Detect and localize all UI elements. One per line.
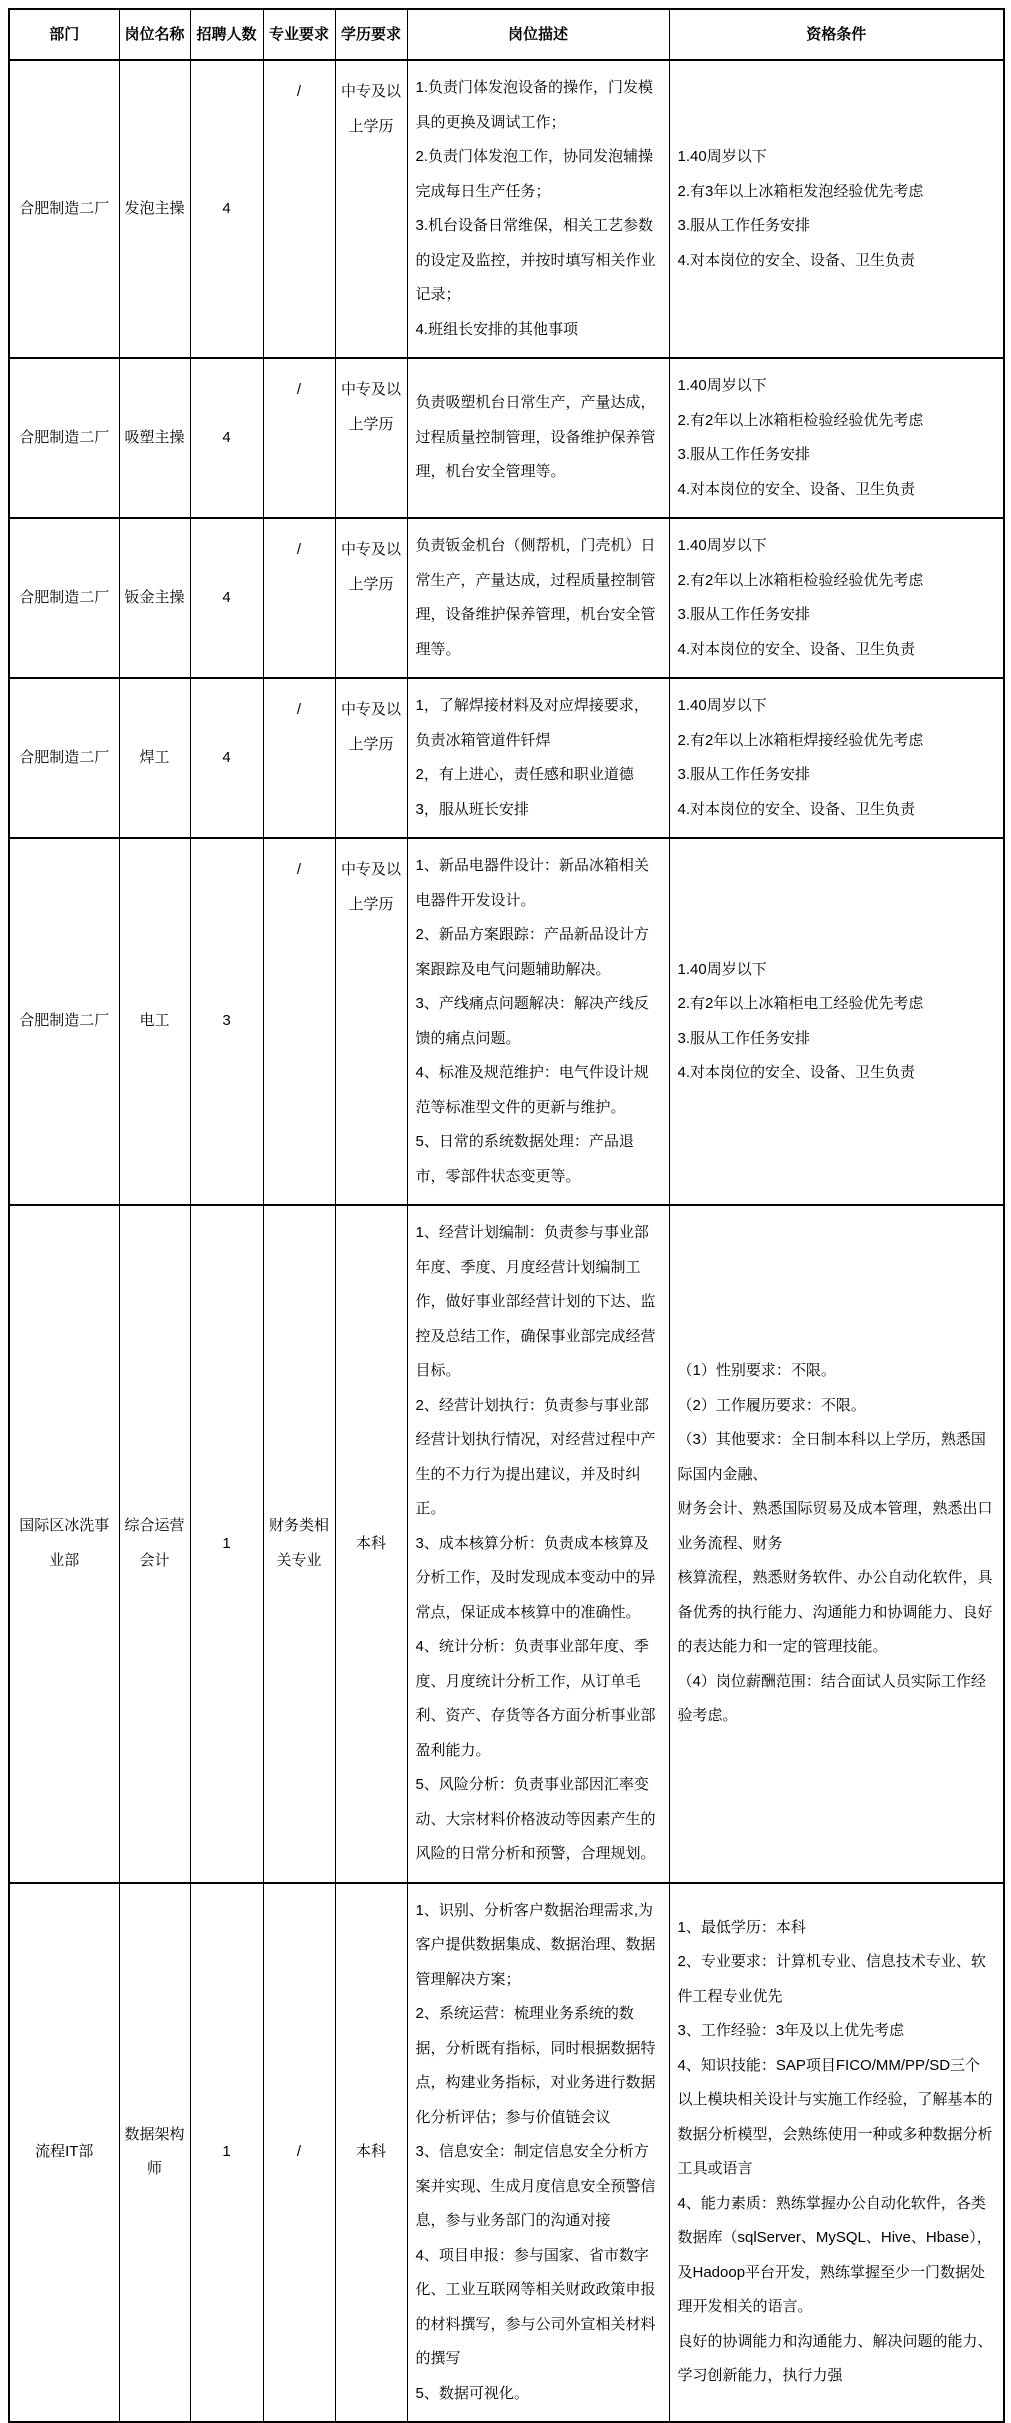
description-paragraph: 1.负责门体发泡设备的操作，门发模具的更换及调试工作；	[415, 79, 654, 131]
table-row	[9, 358, 1004, 518]
description-paragraph: 1、新品电器件设计：新品冰箱相关电器件开发设计。	[415, 857, 649, 909]
description-paragraph: 1、识别、分析客户数据治理需求,为客户提供数据集成、数据治理、数据管理解决方案；	[415, 1901, 656, 1988]
qualifications-paragraph: （2）工作履历要求：不限。	[677, 1396, 866, 1414]
header-headcount: 招聘人数	[190, 9, 263, 60]
description-cell	[407, 1883, 669, 2423]
qualifications-paragraph: 4、能力素质：熟练掌握办公自动化软件，各类数据库（sqlServer、MySQL、Hive、Hbase），及Hadoop平台开发，熟练掌握至少一门数据处理开发相关的语言。	[677, 2194, 992, 2316]
qualifications-paragraph: 2、专业要求：计算机专业、信息技术专业、软件工程专业优先	[677, 1953, 986, 2005]
header-department: 部门	[9, 9, 119, 60]
qualifications-paragraph: 4.对本岗位的安全、设备、卫生负责	[677, 251, 916, 269]
description-paragraph: 4、统计分析：负责事业部年度、季度、月度统计分析工作，从订单毛利、资产、存货等各方面分析事业部盈利能力。	[415, 1638, 656, 1759]
education-cell: 中专及以上学历	[335, 358, 407, 518]
position-cell: 综合运营会计	[119, 1205, 190, 1883]
qualifications-paragraph: 4.对本岗位的安全、设备、卫生负责	[677, 480, 916, 498]
description-paragraph: 负责吸塑机台日常生产，产量达成，过程质量控制管理，设备维护保养管理，机台安全管理等。	[415, 394, 656, 481]
department-cell: 合肥制造二厂	[9, 518, 119, 678]
description-paragraph: 3、成本核算分析：负责成本核算及分析工作，及时发现成本变动中的异常点，保证成本核算中的准确性。	[415, 1534, 656, 1621]
qualifications-paragraph: 3.服从工作任务安排	[677, 606, 811, 623]
qualifications-cell	[669, 518, 1004, 678]
qualifications-cell	[669, 358, 1004, 518]
qualifications-paragraph: 3、工作经验：3年及以上优先考虑	[677, 2022, 905, 2040]
description-cell	[407, 358, 669, 518]
qualifications-paragraph: 3.服从工作任务安排	[677, 217, 811, 234]
qualifications-cell	[669, 838, 1004, 1205]
qualifications-paragraph: 良好的协调能力和沟通能力、解决问题的能力、学习创新能力，执行力强	[677, 2332, 993, 2385]
qualifications-cell	[669, 60, 1004, 358]
table-row	[9, 518, 1004, 678]
description-paragraph: 2，有上进心，责任感和职业道德	[415, 766, 634, 783]
header-education: 学历要求	[335, 9, 407, 60]
education-cell: 中专及以上学历	[335, 838, 407, 1205]
header-major: 专业要求	[263, 9, 335, 60]
header-description: 岗位描述	[407, 9, 669, 60]
qualifications-paragraph: 2.有3年以上冰箱柜发泡经验优先考虑	[677, 182, 924, 200]
major-cell: /	[263, 1883, 335, 2423]
major-cell: /	[263, 60, 335, 358]
description-paragraph: 3.机台设备日常维保，相关工艺参数的设定及监控，并按时填写相关作业记录；	[415, 217, 656, 303]
qualifications-paragraph: 2.有2年以上冰箱柜检验经验优先考虑	[677, 571, 924, 589]
position-cell: 数据架构师	[119, 1883, 190, 2423]
qualifications-paragraph: 4.对本岗位的安全、设备、卫生负责	[677, 640, 916, 658]
qualifications-cell	[669, 1205, 1004, 1883]
education-cell: 中专及以上学历	[335, 60, 407, 358]
description-cell	[407, 838, 669, 1205]
education-cell: 本科	[335, 1883, 407, 2423]
department-cell: 合肥制造二厂	[9, 678, 119, 838]
description-paragraph: 4、标准及规范维护：电气件设计规范等标准型文件的更新与维护。	[415, 1064, 649, 1116]
qualifications-paragraph: 财务会计、熟悉国际贸易及成本管理，熟悉出口业务流程、财务	[677, 1500, 993, 1552]
description-paragraph: 2、经营计划执行：负责参与事业部经营计划执行情况，对经营过程中产生的不力行为提出建议，并及时纠正。	[415, 1396, 656, 1517]
qualifications-paragraph: 1.40周岁以下	[677, 960, 767, 978]
major-cell: /	[263, 358, 335, 518]
description-paragraph: 4.班组长安排的其他事项	[415, 320, 579, 338]
qualifications-paragraph: 1.40周岁以下	[677, 697, 767, 714]
table-row	[9, 1883, 1004, 2423]
qualifications-paragraph: 3.服从工作任务安排	[677, 446, 811, 463]
description-cell	[407, 60, 669, 358]
major-cell: /	[263, 838, 335, 1205]
department-cell: 合肥制造二厂	[9, 60, 119, 358]
description-cell	[407, 1205, 669, 1883]
description-paragraph: 5、日常的系统数据处理：产品退市，零部件状态变更等。	[415, 1133, 634, 1185]
description-paragraph: 5、数据可视化。	[415, 2384, 529, 2402]
description-paragraph: 1、经营计划编制：负责参与事业部年度、季度、月度经营计划编制工作，做好事业部经营计划的下达、监控及总结工作，确保事业部完成经营目标。	[415, 1224, 656, 1379]
department-cell: 合肥制造二厂	[9, 838, 119, 1205]
description-paragraph: 3、产线痛点问题解决：解决产线反馈的痛点问题。	[415, 995, 649, 1047]
position-cell: 吸塑主操	[119, 358, 190, 518]
position-cell: 发泡主操	[119, 60, 190, 358]
qualifications-paragraph: （4）岗位薪酬范围：结合面试人员实际工作经验考虑。	[677, 1672, 986, 1724]
description-paragraph: 2、新品方案跟踪：产品新品设计方案跟踪及电气问题辅助解决。	[415, 926, 649, 978]
department-cell: 国际区冰洗事业部	[9, 1205, 119, 1883]
qualifications-paragraph: 3.服从工作任务安排	[677, 766, 811, 783]
major-cell: 财务类相关专业	[263, 1205, 335, 1883]
qualifications-paragraph: 1、最低学历：本科	[677, 1918, 806, 1936]
qualifications-paragraph: 1.40周岁以下	[677, 377, 767, 394]
description-paragraph: 负责钣金机台（侧帮机，门壳机）日常生产，产量达成，过程质量控制管理，设备维护保养管理，机台安全管理等。	[415, 537, 656, 658]
qualifications-paragraph: （1）性别要求：不限。	[677, 1362, 836, 1379]
description-paragraph: 2、系统运营：梳理业务系统的数据，分析既有指标，同时根据数据特点，构建业务指标，对业务进行数据化分析评估；参与价值链会议	[415, 2005, 656, 2126]
headcount-cell: 1	[190, 1205, 263, 1883]
qualifications-paragraph: （3）其他要求：全日制本科以上学历，熟悉国际国内金融、	[677, 1431, 986, 1483]
job-table	[8, 8, 1005, 2423]
qualifications-paragraph: 2.有2年以上冰箱柜焊接经验优先考虑	[677, 731, 924, 749]
table-row	[9, 1205, 1004, 1883]
major-cell: /	[263, 678, 335, 838]
position-cell: 钣金主操	[119, 518, 190, 678]
headcount-cell: 1	[190, 1883, 263, 2423]
department-cell: 流程IT部	[9, 1883, 119, 2423]
education-cell: 本科	[335, 1205, 407, 1883]
header-position: 岗位名称	[119, 9, 190, 60]
position-cell: 电工	[119, 838, 190, 1205]
qualifications-paragraph: 4.对本岗位的安全、设备、卫生负责	[677, 800, 916, 818]
headcount-cell: 4	[190, 60, 263, 358]
education-cell: 中专及以上学历	[335, 518, 407, 678]
header-qualifications: 资格条件	[669, 9, 1004, 60]
description-paragraph: 3，服从班长安排	[415, 800, 529, 818]
table-header	[9, 9, 1004, 60]
headcount-cell: 4	[190, 518, 263, 678]
header-row	[9, 9, 1004, 60]
description-paragraph: 5、风险分析：负责事业部因汇率变动、大宗材料价格波动等因素产生的风险的日常分析和预警，合理规划。	[415, 1776, 656, 1862]
headcount-cell: 3	[190, 838, 263, 1205]
description-cell	[407, 518, 669, 678]
table-row	[9, 60, 1004, 358]
page	[0, 8, 1011, 2423]
qualifications-cell	[669, 1883, 1004, 2423]
qualifications-paragraph: 4、知识技能：SAP项目FICO/MM/PP/SD三个以上模块相关设计与实施工作经验，了解基本的数据分析模型，会熟练使用一种或多种数据分析工具或语言	[677, 2056, 993, 2178]
qualifications-paragraph: 2.有2年以上冰箱柜检验经验优先考虑	[677, 411, 924, 429]
major-cell: /	[263, 518, 335, 678]
qualifications-paragraph: 4.对本岗位的安全、设备、卫生负责	[677, 1064, 916, 1081]
education-cell: 中专及以上学历	[335, 678, 407, 838]
description-paragraph: 2.负责门体发泡工作，协同发泡辅操完成每日生产任务；	[415, 148, 654, 200]
table-row	[9, 838, 1004, 1205]
qualifications-paragraph: 1.40周岁以下	[677, 537, 767, 554]
table-row	[9, 678, 1004, 838]
qualifications-paragraph: 2.有2年以上冰箱柜电工经验优先考虑	[677, 995, 924, 1012]
department-cell: 合肥制造二厂	[9, 358, 119, 518]
description-paragraph: 1，了解焊接材料及对应焊接要求，负责冰箱管道件钎焊	[415, 697, 649, 749]
headcount-cell: 4	[190, 678, 263, 838]
qualifications-paragraph: 3.服从工作任务安排	[677, 1029, 811, 1047]
qualifications-paragraph: 1.40周岁以下	[677, 148, 767, 165]
description-cell	[407, 678, 669, 838]
qualifications-cell	[669, 678, 1004, 838]
description-paragraph: 3、信息安全：制定信息安全分析方案并实现、生成月度信息安全预警信息，参与业务部门的沟通对接	[415, 2143, 656, 2229]
job-table-body	[9, 60, 1004, 2422]
qualifications-paragraph: 核算流程，熟悉财务软件、办公自动化软件，具备优秀的执行能力、沟通能力和协调能力、良好的表达能力和一定的管理技能。	[677, 1569, 993, 1655]
description-paragraph: 4、项目申报：参与国家、省市数字化、工业互联网等相关财政政策申报的材料撰写，参与公司外宣相关材料的撰写	[415, 2246, 656, 2367]
headcount-cell: 4	[190, 358, 263, 518]
position-cell: 焊工	[119, 678, 190, 838]
